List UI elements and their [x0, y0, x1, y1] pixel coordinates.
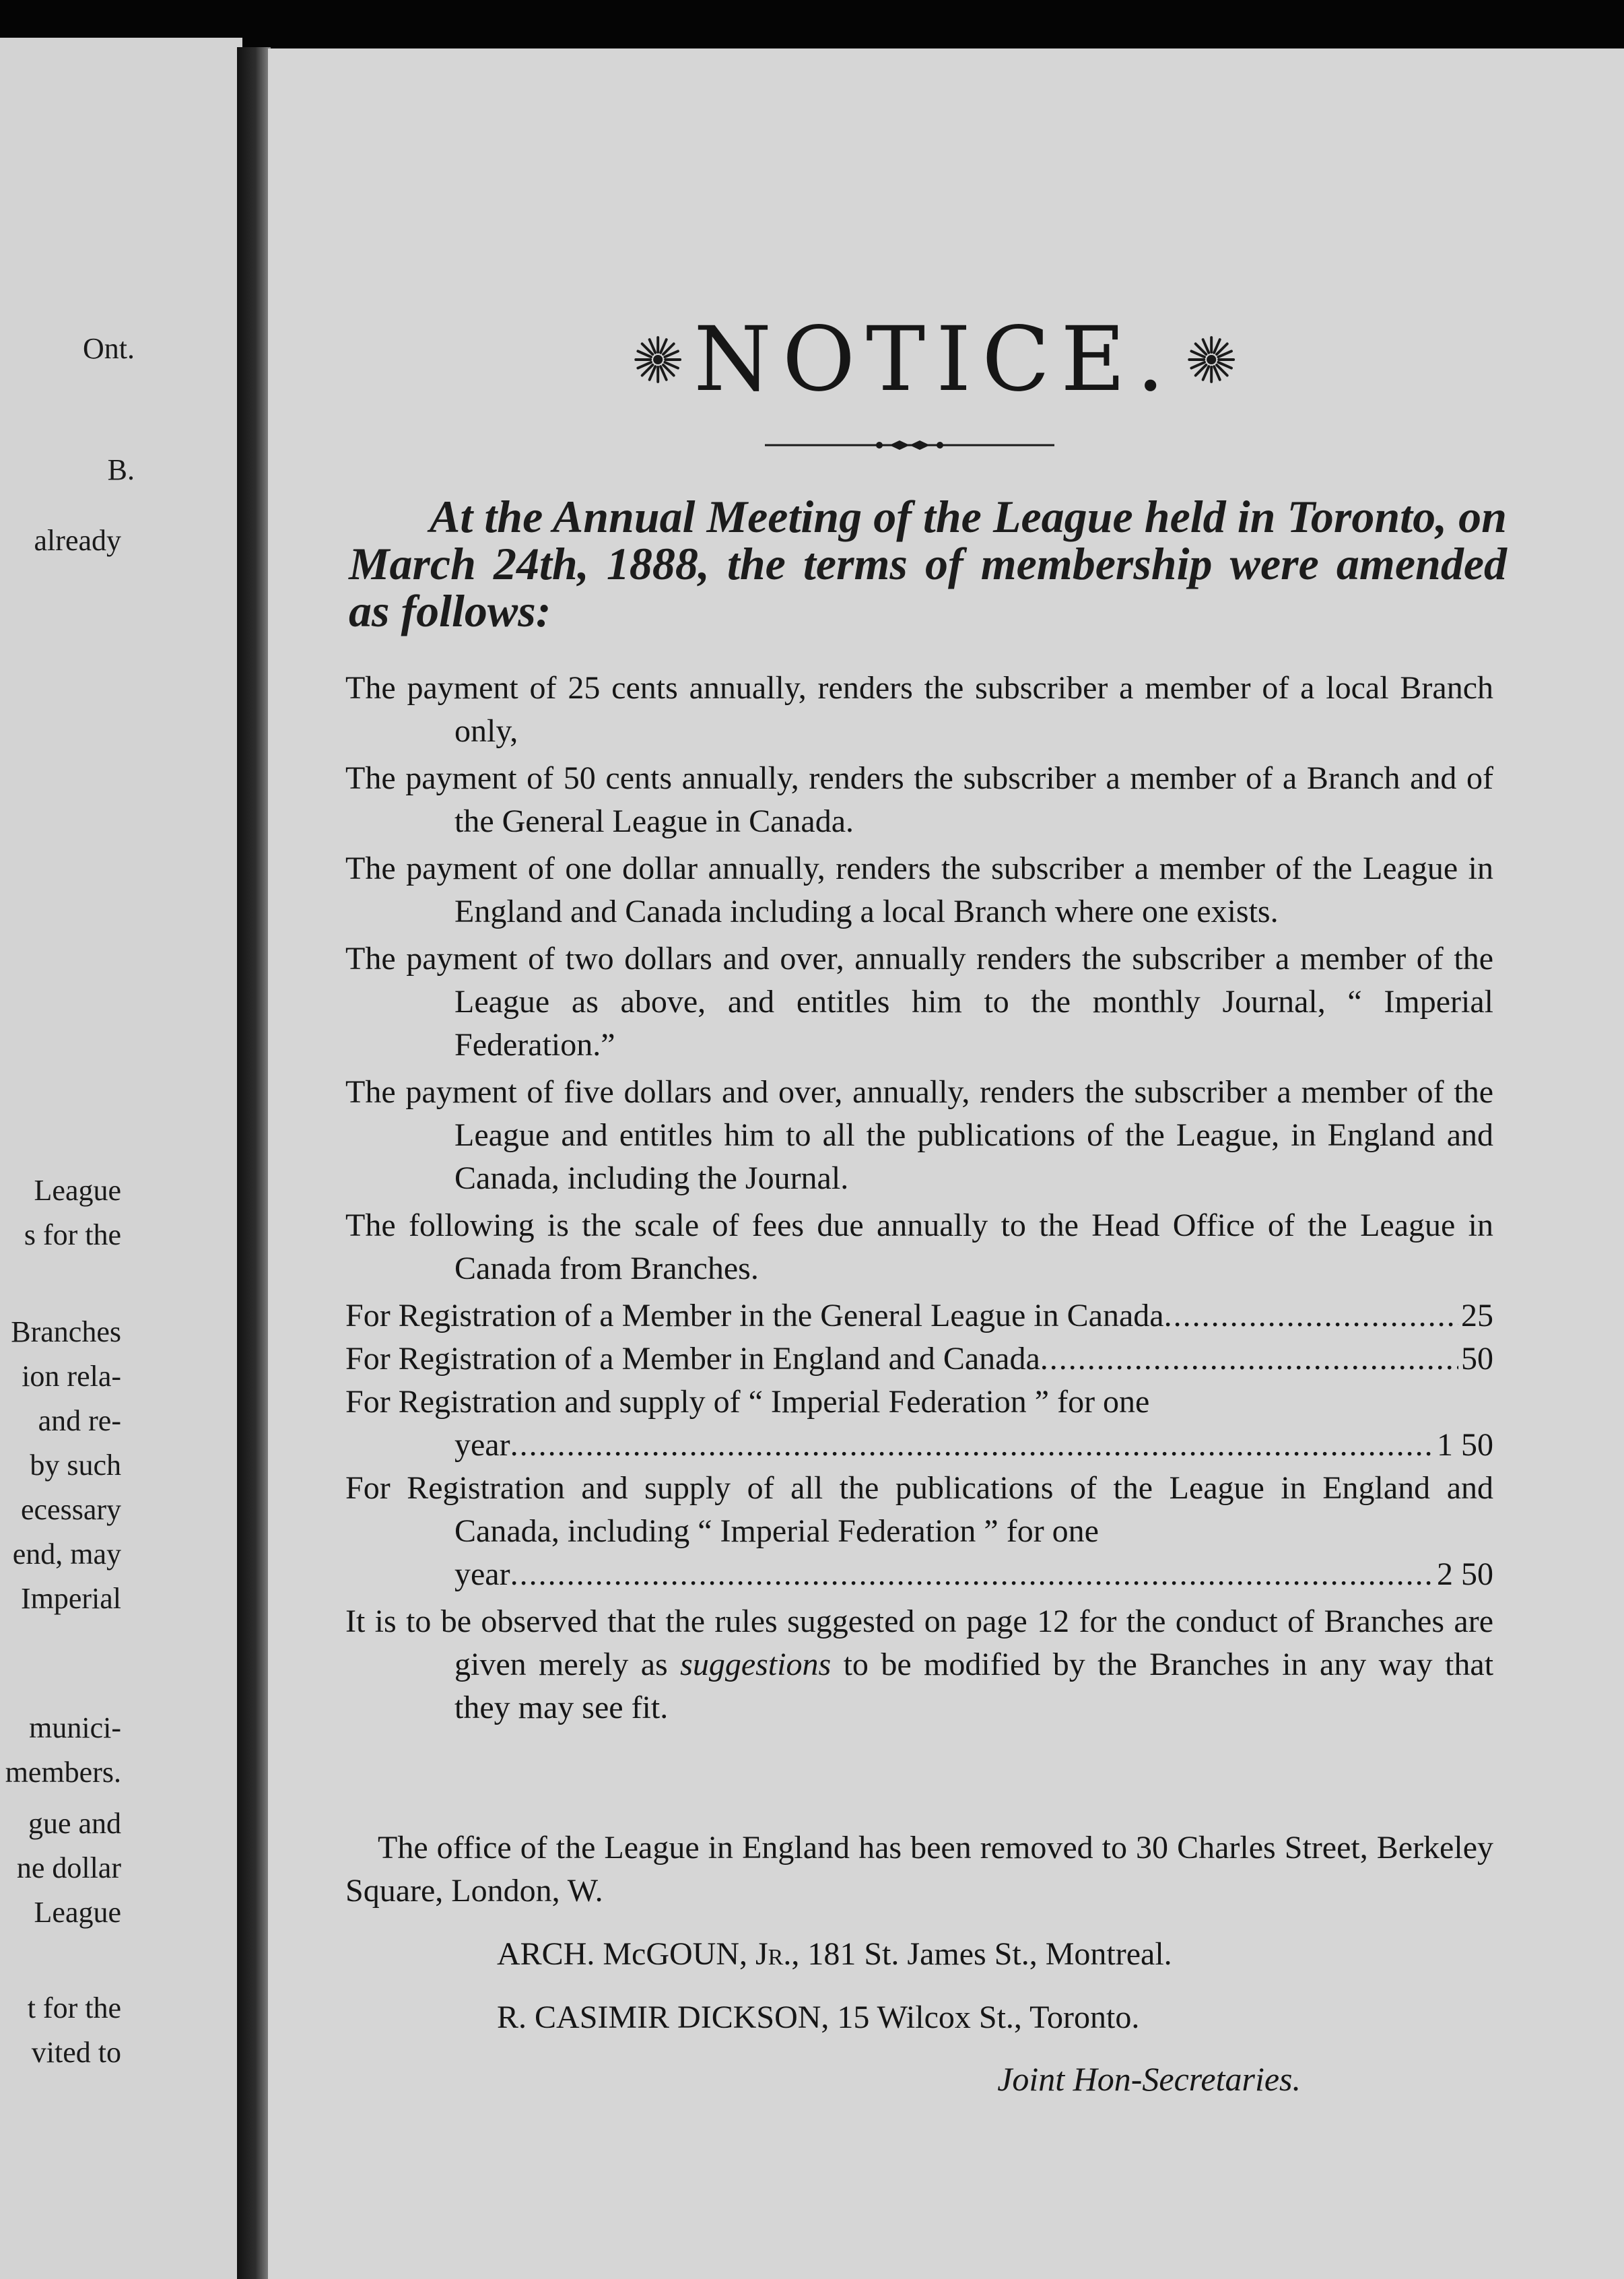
left-page-fragment: vited to — [31, 2036, 121, 2069]
left-page-fragment: ion rela- — [22, 1360, 121, 1393]
fee-label: For Registration of a Member in the General League in Canada — [345, 1298, 1164, 1333]
sunburst-ornament-icon — [1185, 323, 1238, 397]
term-item: The payment of 25 cents annually, renders the subscriber a member of a local Branch only, — [345, 670, 1493, 749]
left-page-fragment: s for the — [24, 1218, 121, 1251]
left-page-fragment: Imperial — [20, 1582, 121, 1615]
fee-label: For Registration of a Member in England and Canada — [345, 1341, 1040, 1377]
fee-label: For Registration and supply of all the publications of the League in England and Canada, including “ Imperial Federation ” for one — [345, 1470, 1493, 1549]
left-page-fragment: ne dollar — [16, 1851, 121, 1884]
left-page-fragment: League — [34, 1174, 121, 1207]
fee-row — [345, 1381, 1493, 1467]
left-page-fragment: end, may — [12, 1538, 121, 1571]
left-page-fragment: and re- — [38, 1404, 121, 1437]
sunburst-ornament-icon — [632, 323, 684, 397]
fee-label-continued: year — [454, 1556, 510, 1592]
notice-page — [268, 48, 1624, 2279]
leader-dots — [510, 1553, 1434, 1596]
intro-text: At the Annual Meeting of the League held in Toronto, on March 24th, 1888, the terms of membership were amended as follows: — [349, 491, 1507, 637]
left-page-fragment: munici- — [29, 1711, 121, 1744]
fee-row — [345, 1337, 1493, 1381]
fee-label-continued: year — [454, 1427, 510, 1463]
left-page-fragment: League — [34, 1896, 121, 1929]
term-item: The payment of one dollar annually, renders the subscriber a member of the League in England and Canada including a local Branch where one exists. — [345, 851, 1493, 929]
observation-paragraph — [345, 1600, 1493, 1729]
leader-dots — [1164, 1294, 1458, 1337]
fee-amount: 50 — [1461, 1341, 1493, 1377]
fee-label: For Registration and supply of “ Imperial Federation ” for one — [345, 1384, 1150, 1420]
office-paragraph: The office of the League in England has been removed to 30 Charles Street, Berkeley Square, London, W. — [345, 1830, 1493, 1909]
fee-row — [345, 1294, 1493, 1337]
leader-dots — [510, 1424, 1434, 1467]
intro-paragraph — [349, 491, 1507, 637]
ornamental-rule — [765, 438, 1054, 453]
signatory-name: R. CASIMIR DICKSON, — [497, 2000, 830, 2035]
left-page-fragment: already — [34, 524, 121, 557]
left-page-fragment: gue and — [28, 1807, 121, 1840]
title-block — [632, 299, 1238, 420]
leader-dots — [1040, 1337, 1458, 1381]
left-page-fragment: ecessary — [20, 1493, 121, 1526]
left-page-fragment: Ont. — [83, 332, 135, 365]
fee-row — [345, 1467, 1493, 1596]
signatory-suffix: Jr., — [755, 1936, 800, 1972]
observation-emphasis: suggestions — [680, 1647, 832, 1682]
observation-text: to be modified by the Branches in any way that they may see fit. — [454, 1647, 1494, 1725]
binding-gutter — [237, 47, 271, 2279]
term-item: The payment of five dollars and over, annually, renders the subscriber a member of the League and entitles him to all the publications of the League, in England and Canada, including the Journal. — [345, 1074, 1493, 1196]
signatory — [497, 1996, 1139, 2039]
left-page-fragment: by such — [30, 1449, 121, 1482]
membership-terms — [345, 667, 1493, 1733]
left-page-fragment: t for the — [27, 1991, 121, 2024]
left-page-fragment: Branches — [11, 1315, 121, 1348]
fee-amount: 1 50 — [1437, 1427, 1493, 1463]
term-item: The payment of two dollars and over, annually renders the subscriber a member of the League as above, and entitles him to the monthly Journal, “ Imperial Federation.” — [345, 941, 1493, 1063]
page-title: NOTICE. — [693, 308, 1176, 411]
observation-text: It is to be observed that the rules suggested on page 12 for the conduct of Branches are given merely as — [345, 1604, 1493, 1682]
left-facing-page — [0, 38, 242, 2279]
signatory-name: ARCH. McGOUN, — [497, 1936, 747, 1972]
term-item: The following is the scale of fees due annually to the Head Office of the League in Canada from Branches. — [345, 1208, 1493, 1286]
fee-amount: 2 50 — [1437, 1556, 1493, 1592]
signatory-address: 15 Wilcox St., Toronto. — [837, 2000, 1140, 2035]
term-item: The payment of 50 cents annually, renders the subscriber a member of a Branch and of the General League in Canada. — [345, 760, 1493, 839]
signatory-role: Joint Hon-Secretaries. — [997, 2060, 1301, 2098]
signatory — [497, 1933, 1172, 1976]
left-page-fragment: members. — [5, 1756, 121, 1789]
signatory-address: 181 St. James St., Montreal. — [807, 1936, 1172, 1972]
left-page-fragment: B. — [107, 453, 135, 486]
fee-amount: 25 — [1461, 1298, 1493, 1333]
